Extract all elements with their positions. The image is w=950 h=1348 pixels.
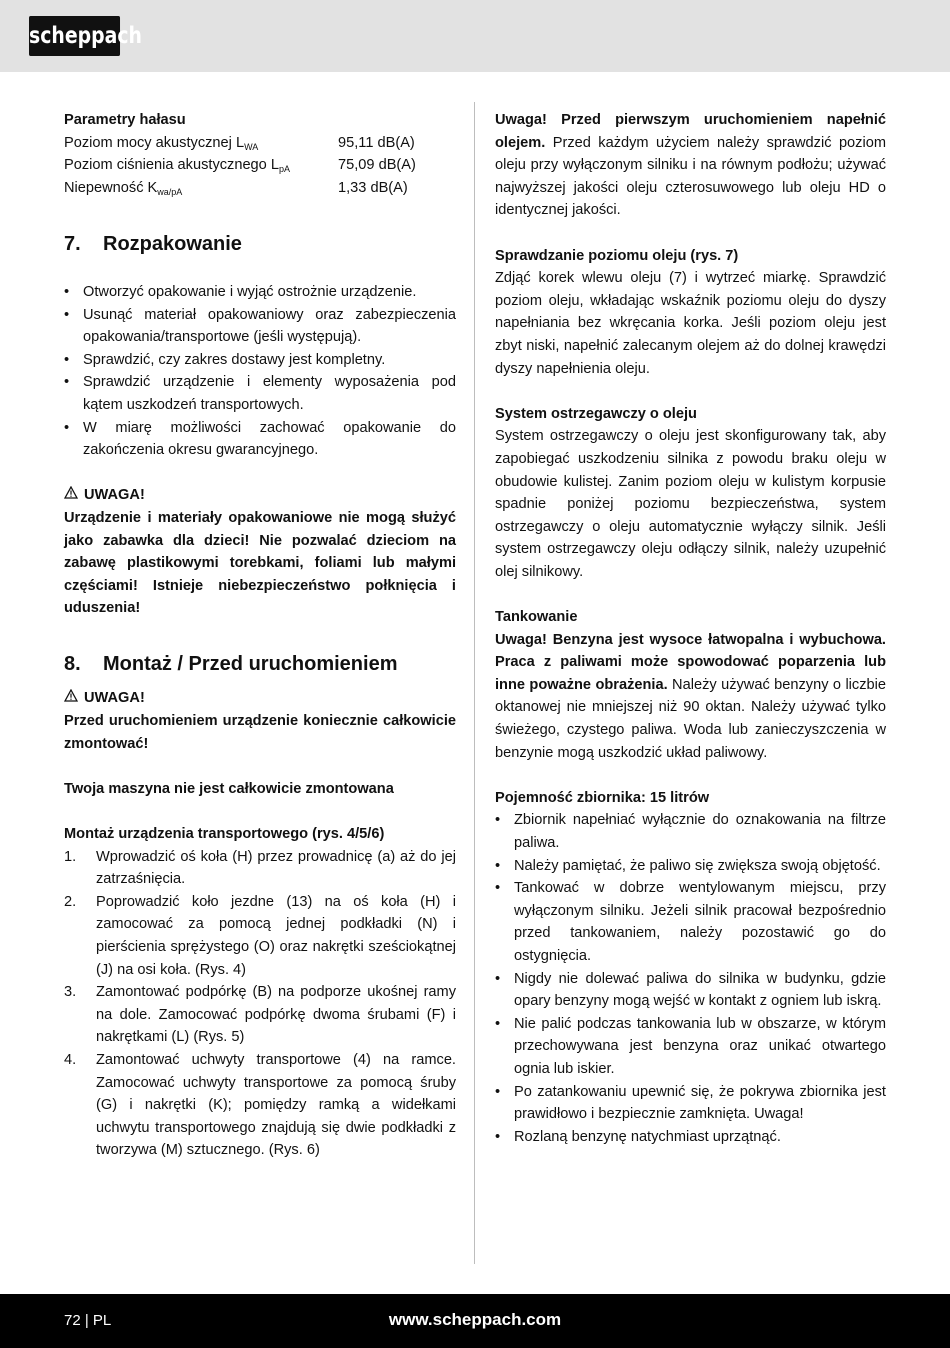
oil-check-text: Zdjąć korek wlewu oleju (7) i wytrzeć miarkę. Sprawdzić poziom oleju, wkładając wskaźnik poziomu oleju do dyszy napełniania bez wkręcania korka. Jeśli poziom oleju jest zbyt niski, napełnić zalecanym olejem aż do dolnej krawędzi dyszy napełnienia oleju. [495,270,886,377]
page-footer [0,1294,950,1348]
list-item: • Nie palić podczas tankowania lub w obszarze, w którym przechowywana jest benzyna oraz unikać otwartego ognia lub iskier. [495,1013,886,1081]
step-number: 4. [64,1051,77,1068]
transport-steps [64,846,456,1162]
warning-1-title: UWAGA! [64,484,456,507]
list-item: • Rozlaną benzynę natychmiast uprzątnąć. [495,1126,886,1149]
not-assembled-note: Twoja maszyna nie jest całkowicie zmontowana [64,780,394,797]
website-link[interactable]: www.scheppach.com [388,1310,562,1329]
noise-title: Parametry hałasu [64,112,186,128]
step-item [64,846,456,891]
step-number: 1. [64,848,77,865]
section-7-heading: 7. Rozpakowanie [64,232,242,255]
warning-2-title: UWAGA! [64,687,456,710]
step-number: 3. [64,984,77,1001]
section-8-heading: 8. Montaż / Przed uruchomieniem [64,653,398,676]
step-item [64,981,456,1049]
noise-value: 1,33 dB(A) [338,179,408,196]
oil-warning-text: System ostrzegawczy o oleju jest skonfigurowany tak, aby zapobiegać uszkodzeniu silnika z powodu braku oleju w obudowie kulistej. Zanim poziom oleju w kulistym korpusie spadnie poniżej poziomu bezpieczeństwa, system ostrzegawczy o oleju automatycznie wyłączy silnik. Jeśli system ostrzegawczy oleju odłączy silnik, należy uzupełnić olej silnikowy. [495,428,886,580]
left-column [64,109,456,1162]
noise-value: 95,11 dB(A) [338,134,415,151]
right-column [495,109,886,1148]
noise-row [64,132,456,155]
step-text: Poprowadzić koło jezdne (13) na oś koła (H) i zamocować za pomocą jednej podkładki (N) i pierścienia sprężystego (O) oraz nakrętki sześciokątnej (J) na osi koła. (Rys. 4) [96,893,456,978]
step-item [64,891,456,981]
list-item: • Nigdy nie dolewać paliwa do silnika w budynku, gdzie opary benzyny mogą wejść w kontakt z ogniem lub iskrą. [495,968,886,1013]
noise-value: 75,09 dB(A) [338,157,416,174]
warning-triangle-icon [64,687,78,710]
step-text: Zamontować podpórkę (B) na podporze ukośnej ramy na dole. Zamocować podpórkę dwoma śrubami (F) i nakrętkami (L) (Rys. 5) [96,984,456,1046]
list-item: • Otworzyć opakowanie i wyjąć ostrożnie urządzenie. [64,281,456,304]
oil-check-title: Sprawdzanie poziomu oleju (rys. 7) [495,247,739,264]
page-header [0,0,950,72]
tank-list [495,809,886,1148]
list-item: • W miarę możliwości zachować opakowanie do zakończenia okresu gwarancyjnego. [64,417,456,462]
warning-1-text: Urządzenie i materiały opakowaniowe nie mogą służyć jako zabawka dla dzieci! Nie pozwalać dzieciom na zabawę plastikowymi torebkami, foliami lub małymi częściami! Istnieje niebezpieczeństwo połknięcia i uduszenia! [64,509,456,617]
brand-logo: scheppach [29,16,120,56]
noise-row [64,177,456,200]
list-item: • Po zatankowaniu upewnić się, że pokrywa zbiornika jest prawidłowo i bezpiecznie zamknięta. Uwaga! [495,1081,886,1126]
noise-table [64,132,456,200]
noise-row [64,154,456,177]
step-text: Zamontować uchwyty transportowe (4) na ramce. Zamocować uchwyty transportowe za pomocą śruby (G) i nakrętki (K); pomiędzy ramką a widełkami uchwytu transportowego znajdują się dwie podkładki z tworzywa (M) sztucznego. (Rys. 6) [96,1051,456,1159]
unpack-list [64,281,456,462]
list-item: • Należy pamiętać, że paliwo się zwiększa swoją objętość. [495,855,886,878]
oil-warning-title: System ostrzegawczy o oleju [495,405,697,422]
list-item: • Tankować w dobrze wentylowanym miejscu, przy wyłączonym silniku. Jeżeli silnik pracował bezpośrednio przed tankowaniem, należy pozostawić go do ostygnięcia. [495,877,886,967]
noise-label: Niepewność $K_{wa/pA}$ [64,179,183,197]
list-item: • Sprawdzić urządzenie i elementy wyposażenia pod kątem uszkodzeń transportowych. [64,371,456,416]
fuel-paragraph: Uwaga! Benzyna jest wysoce łatwopalna i wybuchowa. Praca z paliwami może spowodować poparzenia lub inne poważne obrażenia. Należy używać benzyny o liczbie oktanowej nie mniejszej niż 90 oktan. Należy używać tylko świeżego, czystego paliwa. Woda lub zanieczyszczenia w benzynie mogą uszkodzić układ paliwowy. [495,631,886,761]
oil-first-paragraph: Uwaga! Przed pierwszym uruchomieniem napełnić olejem. Przed każdym użyciem należy sprawdzić poziom oleju przy wyłączonym silniku i na równym podłożu; używać najwyższej jakości oleju czterosuwowego lub oleju HD o identycznej jakości. [495,112,886,219]
warning-2-text: Przed uruchomieniem urządzenie koniecznie całkowicie zmontować! [64,713,456,752]
page-number: 72 | PL [64,1312,112,1329]
noise-label: Poziom mocy akustycznej $L_{WA}$ [64,134,259,152]
tank-title: Pojemność zbiornika: 15 litrów [495,789,710,806]
list-item: • Usunąć materiał opakowaniowy oraz zabezpieczenia opakowania/transportowe (jeśli występują). [64,304,456,349]
transport-title: Montaż urządzenia transportowego (rys. 4/5/6) [64,826,385,843]
list-item: • Sprawdzić, czy zakres dostawy jest kompletny. [64,349,456,372]
noise-label: Poziom ciśnienia akustycznego $L_{pA}$ [64,157,290,175]
step-text: Wprowadzić oś koła (H) przez prowadnicę (a) aż do jej zatrzaśnięcia. [96,848,456,888]
list-item: • Zbiornik napełniać wyłącznie do oznakowania na filtrze paliwa. [495,809,886,854]
warning-triangle-icon [64,484,78,507]
column-divider [474,102,475,1264]
step-number: 2. [64,893,77,910]
fuel-title: Tankowanie [495,609,578,626]
step-item [64,1049,456,1162]
